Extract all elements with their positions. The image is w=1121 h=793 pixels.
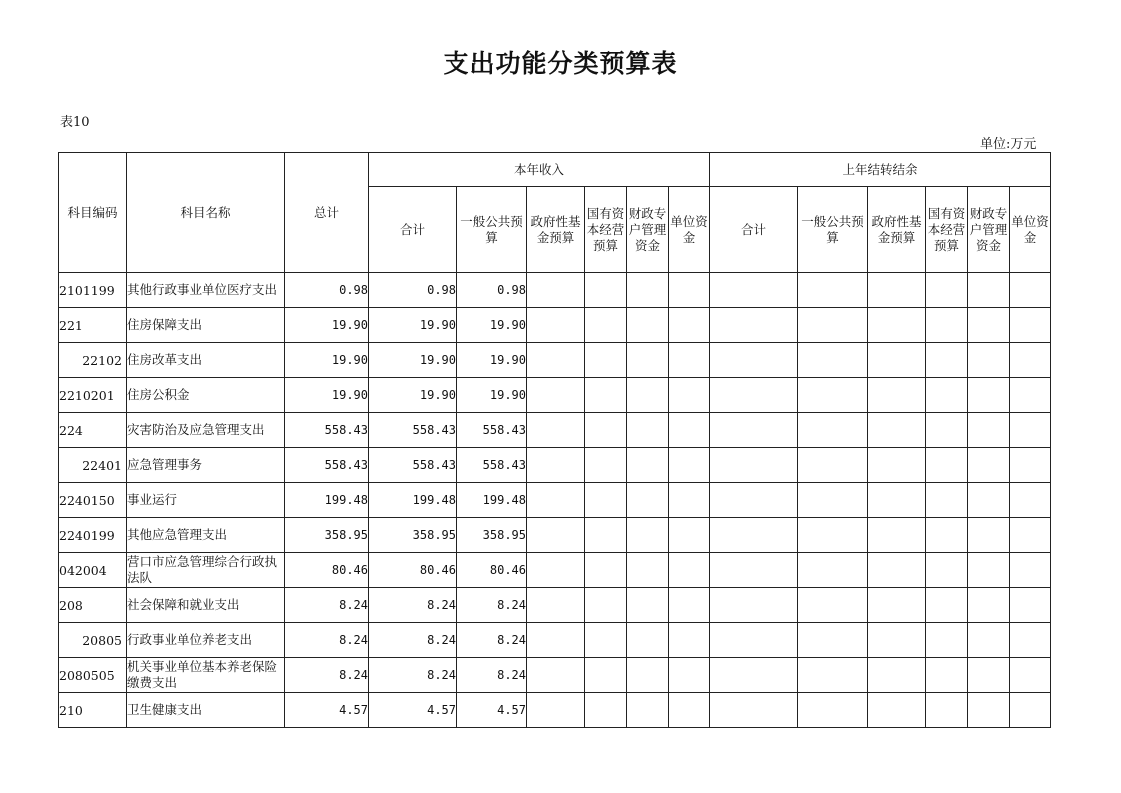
empty-cell: [798, 588, 868, 623]
empty-cell: [669, 588, 710, 623]
empty-cell: [527, 623, 585, 658]
row-total: 8.24: [285, 658, 369, 693]
empty-cell: [1010, 413, 1051, 448]
row-code: 20805: [59, 623, 127, 658]
empty-cell: [585, 658, 627, 693]
empty-cell: [968, 623, 1010, 658]
empty-cell: [669, 448, 710, 483]
row-total: 8.24: [285, 588, 369, 623]
table-row: [59, 588, 1051, 623]
empty-cell: [627, 518, 669, 553]
budget-table: [58, 152, 1051, 728]
empty-cell: [926, 378, 968, 413]
empty-cell: [1010, 273, 1051, 308]
empty-cell: [585, 308, 627, 343]
empty-cell: [968, 588, 1010, 623]
row-name: 住房改革支出: [127, 343, 285, 378]
row-general-budget: 358.95: [457, 518, 527, 553]
table-row: [59, 273, 1051, 308]
empty-cell: [585, 273, 627, 308]
row-total: 558.43: [285, 448, 369, 483]
empty-cell: [627, 343, 669, 378]
header-general-budget: 一般公共预算: [798, 187, 868, 273]
table-row: [59, 518, 1051, 553]
empty-cell: [585, 553, 627, 588]
header-total: 总计: [285, 153, 369, 273]
empty-cell: [798, 693, 868, 728]
empty-cell: [585, 588, 627, 623]
empty-cell: [527, 693, 585, 728]
page-title: 支出功能分类预算表: [443, 49, 678, 78]
empty-cell: [627, 413, 669, 448]
empty-cell: [710, 623, 798, 658]
empty-cell: [585, 343, 627, 378]
empty-cell: [710, 343, 798, 378]
row-name: 事业运行: [127, 483, 285, 518]
row-name: 住房保障支出: [127, 308, 285, 343]
row-subtotal: 0.98: [369, 273, 457, 308]
empty-cell: [527, 273, 585, 308]
row-name: 灾害防治及应急管理支出: [127, 413, 285, 448]
empty-cell: [527, 448, 585, 483]
empty-cell: [968, 518, 1010, 553]
empty-cell: [968, 273, 1010, 308]
empty-cell: [1010, 448, 1051, 483]
empty-cell: [627, 658, 669, 693]
empty-cell: [1010, 693, 1051, 728]
empty-cell: [926, 448, 968, 483]
row-general-budget: 80.46: [457, 553, 527, 588]
row-code: 042004: [59, 553, 127, 588]
empty-cell: [798, 623, 868, 658]
row-name: 机关事业单位基本养老保险缴费支出: [127, 658, 285, 693]
empty-cell: [710, 413, 798, 448]
header-code: 科目编码: [59, 153, 127, 273]
table-number: 表10: [60, 115, 90, 130]
row-general-budget: 4.57: [457, 693, 527, 728]
row-general-budget: 199.48: [457, 483, 527, 518]
empty-cell: [968, 448, 1010, 483]
row-general-budget: 19.90: [457, 343, 527, 378]
row-total: 4.57: [285, 693, 369, 728]
row-total: 358.95: [285, 518, 369, 553]
header-subtotal: 合计: [369, 187, 457, 273]
row-name: 营口市应急管理综合行政执法队: [127, 553, 285, 588]
empty-cell: [926, 623, 968, 658]
header-state-capital: 国有资本经营预算: [926, 187, 968, 273]
row-general-budget: 558.43: [457, 448, 527, 483]
table-row: [59, 308, 1051, 343]
empty-cell: [585, 518, 627, 553]
empty-cell: [1010, 343, 1051, 378]
row-code: 221: [59, 308, 127, 343]
row-name: 住房公积金: [127, 378, 285, 413]
row-general-budget: 0.98: [457, 273, 527, 308]
empty-cell: [710, 553, 798, 588]
row-subtotal: 19.90: [369, 343, 457, 378]
empty-cell: [527, 658, 585, 693]
row-name: 其他应急管理支出: [127, 518, 285, 553]
row-name: 行政事业单位养老支出: [127, 623, 285, 658]
empty-cell: [968, 483, 1010, 518]
empty-cell: [798, 448, 868, 483]
empty-cell: [627, 273, 669, 308]
row-total: 19.90: [285, 343, 369, 378]
empty-cell: [669, 273, 710, 308]
row-subtotal: 19.90: [369, 308, 457, 343]
empty-cell: [868, 413, 926, 448]
empty-cell: [1010, 658, 1051, 693]
header-fiscal-special: 财政专户管理资金: [968, 187, 1010, 273]
empty-cell: [527, 553, 585, 588]
empty-cell: [1010, 483, 1051, 518]
empty-cell: [968, 693, 1010, 728]
row-code: 22102: [59, 343, 127, 378]
empty-cell: [669, 658, 710, 693]
empty-cell: [926, 308, 968, 343]
empty-cell: [868, 693, 926, 728]
empty-cell: [527, 413, 585, 448]
empty-cell: [669, 623, 710, 658]
empty-cell: [798, 343, 868, 378]
row-code: 2080505: [59, 658, 127, 693]
empty-cell: [710, 273, 798, 308]
empty-cell: [627, 588, 669, 623]
empty-cell: [1010, 518, 1051, 553]
table-row: [59, 693, 1051, 728]
empty-cell: [798, 518, 868, 553]
table-row: [59, 413, 1051, 448]
empty-cell: [868, 588, 926, 623]
header-general-budget: 一般公共预算: [457, 187, 527, 273]
header-state-capital: 国有资本经营预算: [585, 187, 627, 273]
empty-cell: [868, 448, 926, 483]
row-total: 199.48: [285, 483, 369, 518]
empty-cell: [926, 343, 968, 378]
row-subtotal: 558.43: [369, 413, 457, 448]
empty-cell: [710, 658, 798, 693]
table-row: [59, 623, 1051, 658]
row-code: 208: [59, 588, 127, 623]
empty-cell: [527, 588, 585, 623]
empty-cell: [669, 378, 710, 413]
row-general-budget: 558.43: [457, 413, 527, 448]
header-unit-funds: 单位资金: [1010, 187, 1051, 273]
row-name: 社会保障和就业支出: [127, 588, 285, 623]
row-name: 应急管理事务: [127, 448, 285, 483]
empty-cell: [868, 308, 926, 343]
empty-cell: [926, 483, 968, 518]
table-row: [59, 343, 1051, 378]
empty-cell: [1010, 588, 1051, 623]
empty-cell: [798, 308, 868, 343]
empty-cell: [868, 623, 926, 658]
empty-cell: [926, 588, 968, 623]
table-row: [59, 378, 1051, 413]
empty-cell: [527, 483, 585, 518]
empty-cell: [710, 448, 798, 483]
row-total: 19.90: [285, 378, 369, 413]
empty-cell: [926, 553, 968, 588]
header-fund-budget: 政府性基金预算: [868, 187, 926, 273]
empty-cell: [669, 553, 710, 588]
table-row: [59, 553, 1051, 588]
row-general-budget: 19.90: [457, 308, 527, 343]
header-subtotal: 合计: [710, 187, 798, 273]
empty-cell: [968, 658, 1010, 693]
row-subtotal: 358.95: [369, 518, 457, 553]
empty-cell: [1010, 308, 1051, 343]
empty-cell: [798, 378, 868, 413]
empty-cell: [627, 448, 669, 483]
empty-cell: [968, 413, 1010, 448]
row-code: 2210201: [59, 378, 127, 413]
row-subtotal: 80.46: [369, 553, 457, 588]
empty-cell: [1010, 378, 1051, 413]
table-row: [59, 448, 1051, 483]
row-general-budget: 8.24: [457, 623, 527, 658]
empty-cell: [868, 378, 926, 413]
empty-cell: [627, 483, 669, 518]
header-current-year: 本年收入: [369, 153, 710, 187]
empty-cell: [527, 518, 585, 553]
empty-cell: [669, 483, 710, 518]
empty-cell: [968, 553, 1010, 588]
header-name: 科目名称: [127, 153, 285, 273]
empty-cell: [585, 483, 627, 518]
empty-cell: [868, 553, 926, 588]
empty-cell: [585, 413, 627, 448]
empty-cell: [798, 483, 868, 518]
unit-label: 单位:万元: [980, 137, 1037, 152]
empty-cell: [1010, 623, 1051, 658]
row-general-budget: 8.24: [457, 658, 527, 693]
empty-cell: [627, 553, 669, 588]
empty-cell: [926, 693, 968, 728]
row-name: 其他行政事业单位医疗支出: [127, 273, 285, 308]
row-subtotal: 558.43: [369, 448, 457, 483]
row-code: 210: [59, 693, 127, 728]
table-row: [59, 483, 1051, 518]
row-total: 558.43: [285, 413, 369, 448]
row-name: 卫生健康支出: [127, 693, 285, 728]
empty-cell: [798, 413, 868, 448]
row-total: 8.24: [285, 623, 369, 658]
row-code: 224: [59, 413, 127, 448]
empty-cell: [798, 273, 868, 308]
header-fiscal-special: 财政专户管理资金: [627, 187, 669, 273]
row-subtotal: 19.90: [369, 378, 457, 413]
empty-cell: [868, 273, 926, 308]
empty-cell: [585, 378, 627, 413]
row-code: 2101199: [59, 273, 127, 308]
empty-cell: [798, 658, 868, 693]
row-total: 19.90: [285, 308, 369, 343]
empty-cell: [868, 483, 926, 518]
empty-cell: [669, 413, 710, 448]
empty-cell: [627, 693, 669, 728]
empty-cell: [710, 518, 798, 553]
empty-cell: [926, 273, 968, 308]
empty-cell: [669, 343, 710, 378]
row-subtotal: 8.24: [369, 623, 457, 658]
empty-cell: [926, 518, 968, 553]
header-carryover: 上年结转结余: [710, 153, 1051, 187]
empty-cell: [527, 343, 585, 378]
empty-cell: [710, 378, 798, 413]
empty-cell: [527, 378, 585, 413]
empty-cell: [627, 378, 669, 413]
empty-cell: [585, 623, 627, 658]
header-fund-budget: 政府性基金预算: [527, 187, 585, 273]
empty-cell: [669, 308, 710, 343]
empty-cell: [926, 413, 968, 448]
row-total: 0.98: [285, 273, 369, 308]
row-code: 2240199: [59, 518, 127, 553]
row-total: 80.46: [285, 553, 369, 588]
row-code: 2240150: [59, 483, 127, 518]
row-general-budget: 8.24: [457, 588, 527, 623]
empty-cell: [710, 588, 798, 623]
row-code: 22401: [59, 448, 127, 483]
empty-cell: [968, 378, 1010, 413]
empty-cell: [585, 693, 627, 728]
empty-cell: [627, 308, 669, 343]
empty-cell: [627, 623, 669, 658]
empty-cell: [868, 518, 926, 553]
empty-cell: [1010, 553, 1051, 588]
row-subtotal: 8.24: [369, 588, 457, 623]
empty-cell: [868, 658, 926, 693]
empty-cell: [527, 308, 585, 343]
empty-cell: [710, 483, 798, 518]
header-unit-funds: 单位资金: [669, 187, 710, 273]
empty-cell: [868, 343, 926, 378]
table-row: [59, 658, 1051, 693]
empty-cell: [968, 308, 1010, 343]
empty-cell: [710, 693, 798, 728]
empty-cell: [710, 308, 798, 343]
empty-cell: [669, 693, 710, 728]
empty-cell: [926, 658, 968, 693]
row-subtotal: 8.24: [369, 658, 457, 693]
empty-cell: [798, 553, 868, 588]
row-subtotal: 4.57: [369, 693, 457, 728]
empty-cell: [669, 518, 710, 553]
empty-cell: [585, 448, 627, 483]
row-subtotal: 199.48: [369, 483, 457, 518]
row-general-budget: 19.90: [457, 378, 527, 413]
empty-cell: [968, 343, 1010, 378]
